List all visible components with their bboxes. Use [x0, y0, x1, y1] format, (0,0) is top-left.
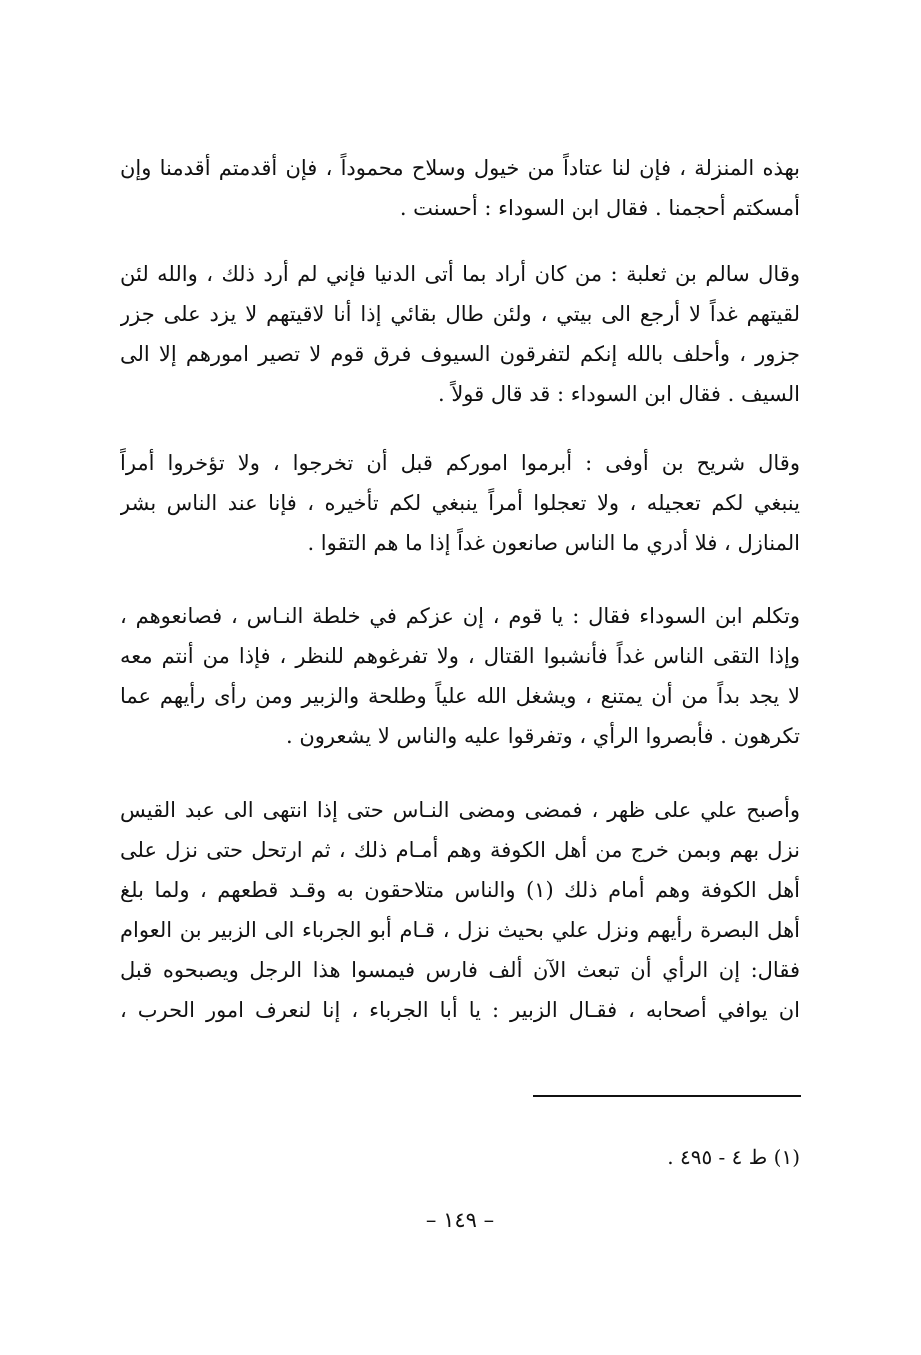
text-line: أهل البصرة رأيهم ونزل علي بحيث نزل ، قـام أبو الجرباء الى الزبير بن العوام — [120, 918, 800, 942]
paragraph-5 — [120, 790, 800, 1030]
text-line: السيف . فقال ابن السوداء : قد قال قولاً . — [437, 382, 800, 406]
text-line: جزور ، وأحلف بالله إنكم لتفرقون السيوف فرق قوم لا تصير امورهم إلا الى — [120, 342, 800, 366]
paragraph-1 — [120, 148, 800, 228]
text-line: المنازل ، فلا أدري ما الناس صانعون غداً إذا ما هم التقوا . — [307, 531, 800, 555]
text-line: لا يجد بداً من أن يمتنع ، ويشغل الله علياً وطلحة والزبير ومن رأى رأيهم عما — [120, 684, 800, 708]
text-line: بهذه المنزلة ، فإن لنا عتاداً من خيول وسلاح محموداً ، فإن أقدمتم أقدمنا وإن — [120, 156, 800, 180]
text-line: وقال شريح بن أوفى : أبرموا اموركم قبل أن تخرجوا ، ولا تؤخروا أمراً — [120, 451, 800, 475]
text-line: وتكلم ابن السوداء فقال : يا قوم ، إن عزكم في خلطة النـاس ، فصانعوهم ، — [120, 604, 800, 628]
text-line: لقيتهم غداً لا أرجع الى بيتي ، ولئن طال بقائي إذا أنا لاقيتهم لا يزد على جزر — [120, 302, 800, 326]
footnote: (١) ط ٤ - ٤٩٥ . — [667, 1145, 800, 1169]
page-number: – ١٤٩ – — [425, 1208, 495, 1232]
text-line: تكرهون . فأبصروا الرأي ، وتفرقوا عليه والناس لا يشعرون . — [286, 724, 800, 748]
text-line: ينبغي لكم تعجيله ، ولا تعجلوا أمراً ينبغي لكم تأخيره ، فإنا عند الناس بشر — [120, 491, 800, 515]
footnote-divider — [533, 1095, 801, 1097]
text-line: أهل الكوفة وهم أمام ذلك (١) والناس متلاحقون به وقـد قطعهم ، ولما بلغ — [120, 878, 800, 902]
text-line: وأصبح علي على ظهر ، فمضى ومضى النـاس حتى إذا انتهى الى عبد القيس — [120, 798, 800, 822]
paragraph-3 — [120, 443, 800, 563]
text-line: وقال سالم بن ثعلبة : من كان أراد بما أتى الدنيا فإني لم أرد ذلك ، والله لئن — [120, 262, 800, 286]
text-line: ان يوافي أصحابه ، فقـال الزبير : يا أبا الجرباء ، إنا لنعرف امور الحرب ، — [120, 998, 800, 1022]
paragraph-2 — [120, 254, 800, 414]
text-line: فقال: إن الرأي أن تبعث الآن ألف فارس فيمسوا هذا الرجل ويصبحوه قبل — [120, 958, 800, 982]
paragraph-4 — [120, 596, 800, 756]
text-line: أمسكتم أحجمنا . فقال ابن السوداء : أحسنت . — [399, 196, 800, 220]
text-line: نزل بهم وبمن خرج من أهل الكوفة وهم أمـام ذلك ، ثم ارتحل حتى نزل على — [120, 838, 800, 862]
text-line: وإذا التقى الناس غداً فأنشبوا القتال ، ولا تفرغوهم للنظر ، فإذا من أنتم معه — [120, 644, 800, 668]
